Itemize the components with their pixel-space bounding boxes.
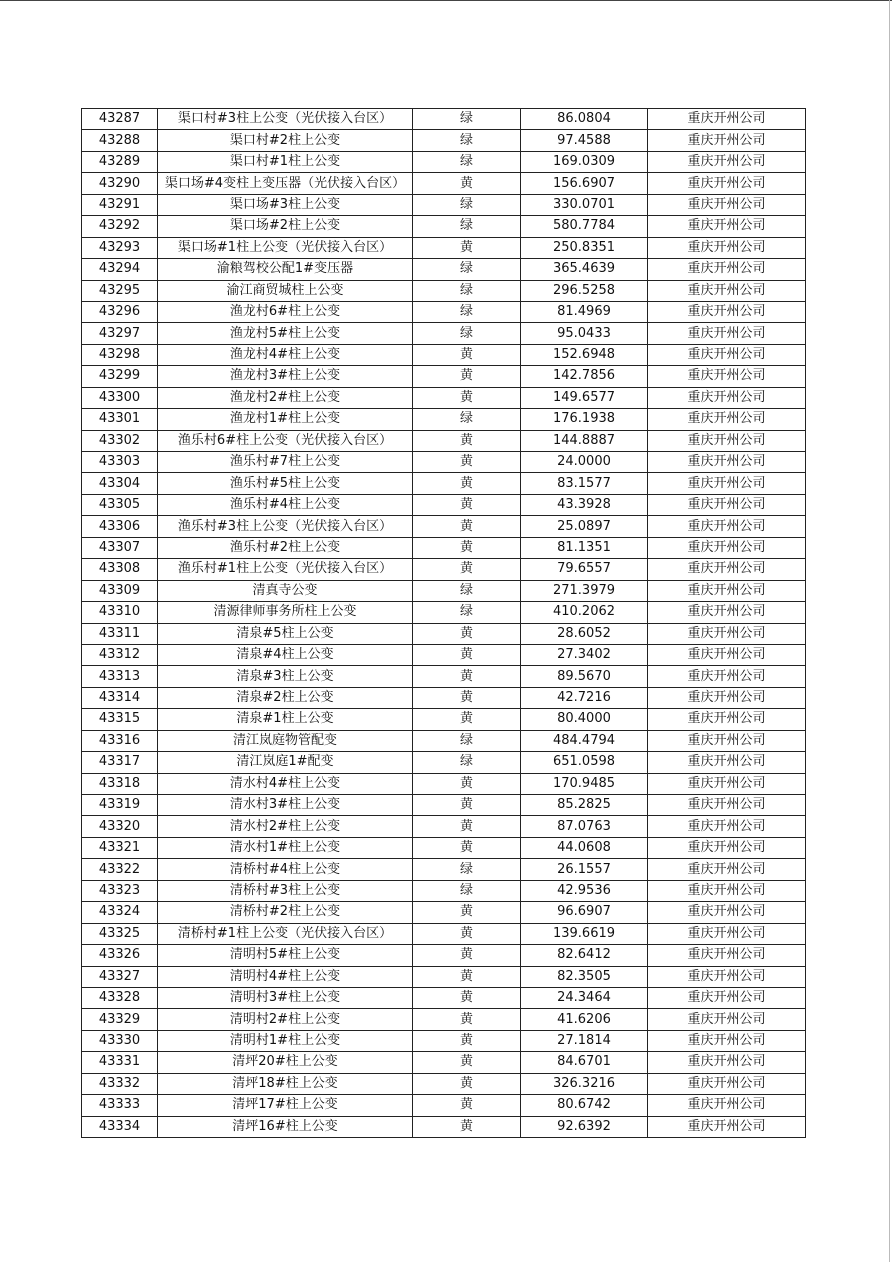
row-id-cell: 43330 <box>82 1030 158 1051</box>
status-level-cell: 黄 <box>413 559 521 580</box>
table-row <box>82 409 806 430</box>
table-row <box>82 859 806 880</box>
table-row <box>82 902 806 923</box>
transformer-name-cell: 清真寺公变 <box>158 580 413 601</box>
value-cell: 330.0701 <box>521 194 648 215</box>
table-row <box>82 837 806 858</box>
transformer-name-cell: 清水村4#柱上公变 <box>158 773 413 794</box>
status-level-cell: 绿 <box>413 151 521 172</box>
transformer-name-cell: 清江岚庭物管配变 <box>158 730 413 751</box>
status-level-cell: 黄 <box>413 945 521 966</box>
company-cell: 重庆开州公司 <box>648 559 806 580</box>
company-cell: 重庆开州公司 <box>648 1030 806 1051</box>
company-cell: 重庆开州公司 <box>648 452 806 473</box>
table-row <box>82 516 806 537</box>
company-cell: 重庆开州公司 <box>648 837 806 858</box>
company-cell: 重庆开州公司 <box>648 945 806 966</box>
transformer-name-cell: 清桥村#2柱上公变 <box>158 902 413 923</box>
transformer-name-cell: 渠口场#4变柱上变压器（光伏接入台区） <box>158 173 413 194</box>
table-row <box>82 559 806 580</box>
row-id-cell: 43309 <box>82 580 158 601</box>
value-cell: 86.0804 <box>521 109 648 130</box>
table-row <box>82 1009 806 1030</box>
status-level-cell: 绿 <box>413 409 521 430</box>
status-level-cell: 黄 <box>413 537 521 558</box>
value-cell: 43.3928 <box>521 494 648 515</box>
value-cell: 44.0608 <box>521 837 648 858</box>
company-cell: 重庆开州公司 <box>648 259 806 280</box>
status-level-cell: 绿 <box>413 109 521 130</box>
row-id-cell: 43322 <box>82 859 158 880</box>
status-level-cell: 黄 <box>413 173 521 194</box>
value-cell: 85.2825 <box>521 795 648 816</box>
company-cell: 重庆开州公司 <box>648 816 806 837</box>
status-level-cell: 绿 <box>413 194 521 215</box>
value-cell: 81.1351 <box>521 537 648 558</box>
transformer-name-cell: 清明村5#柱上公变 <box>158 945 413 966</box>
row-id-cell: 43326 <box>82 945 158 966</box>
status-level-cell: 黄 <box>413 344 521 365</box>
row-id-cell: 43311 <box>82 623 158 644</box>
row-id-cell: 43329 <box>82 1009 158 1030</box>
value-cell: 42.7216 <box>521 687 648 708</box>
table-row <box>82 945 806 966</box>
table-row <box>82 966 806 987</box>
table-row <box>82 709 806 730</box>
table-row <box>82 773 806 794</box>
transformer-name-cell: 清桥村#4柱上公变 <box>158 859 413 880</box>
table-row <box>82 923 806 944</box>
transformer-name-cell: 渔龙村1#柱上公变 <box>158 409 413 430</box>
row-id-cell: 43301 <box>82 409 158 430</box>
table-row <box>82 130 806 151</box>
value-cell: 296.5258 <box>521 280 648 301</box>
company-cell: 重庆开州公司 <box>648 130 806 151</box>
value-cell: 149.6577 <box>521 387 648 408</box>
value-cell: 580.7784 <box>521 216 648 237</box>
row-id-cell: 43302 <box>82 430 158 451</box>
status-level-cell: 绿 <box>413 602 521 623</box>
status-level-cell: 黄 <box>413 1116 521 1137</box>
row-id-cell: 43323 <box>82 880 158 901</box>
value-cell: 156.6907 <box>521 173 648 194</box>
status-level-cell: 黄 <box>413 709 521 730</box>
value-cell: 169.0309 <box>521 151 648 172</box>
status-level-cell: 黄 <box>413 430 521 451</box>
row-id-cell: 43292 <box>82 216 158 237</box>
status-level-cell: 黄 <box>413 1030 521 1051</box>
value-cell: 42.9536 <box>521 880 648 901</box>
status-level-cell: 绿 <box>413 280 521 301</box>
value-cell: 80.6742 <box>521 1095 648 1116</box>
company-cell: 重庆开州公司 <box>648 666 806 687</box>
company-cell: 重庆开州公司 <box>648 623 806 644</box>
table-row <box>82 301 806 322</box>
table-row <box>82 109 806 130</box>
row-id-cell: 43312 <box>82 644 158 665</box>
company-cell: 重庆开州公司 <box>648 151 806 172</box>
transformer-name-cell: 清源律师事务所柱上公变 <box>158 602 413 623</box>
transformer-name-cell: 渔乐村#2柱上公变 <box>158 537 413 558</box>
company-cell: 重庆开州公司 <box>648 473 806 494</box>
transformer-name-cell: 渔乐村#1柱上公变（光伏接入台区） <box>158 559 413 580</box>
company-cell: 重庆开州公司 <box>648 109 806 130</box>
table-row <box>82 366 806 387</box>
row-id-cell: 43332 <box>82 1073 158 1094</box>
status-level-cell: 黄 <box>413 1009 521 1030</box>
company-cell: 重庆开州公司 <box>648 644 806 665</box>
table-row <box>82 644 806 665</box>
row-id-cell: 43327 <box>82 966 158 987</box>
table-row <box>82 173 806 194</box>
value-cell: 25.0897 <box>521 516 648 537</box>
table-row <box>82 1095 806 1116</box>
row-id-cell: 43319 <box>82 795 158 816</box>
status-level-cell: 绿 <box>413 580 521 601</box>
status-level-cell: 黄 <box>413 452 521 473</box>
table-row <box>82 816 806 837</box>
transformer-name-cell: 渔龙村4#柱上公变 <box>158 344 413 365</box>
row-id-cell: 43314 <box>82 687 158 708</box>
company-cell: 重庆开州公司 <box>648 1073 806 1094</box>
status-level-cell: 黄 <box>413 923 521 944</box>
company-cell: 重庆开州公司 <box>648 1095 806 1116</box>
company-cell: 重庆开州公司 <box>648 730 806 751</box>
status-level-cell: 黄 <box>413 816 521 837</box>
row-id-cell: 43325 <box>82 923 158 944</box>
value-cell: 87.0763 <box>521 816 648 837</box>
company-cell: 重庆开州公司 <box>648 966 806 987</box>
row-id-cell: 43291 <box>82 194 158 215</box>
value-cell: 484.4794 <box>521 730 648 751</box>
value-cell: 80.4000 <box>521 709 648 730</box>
row-id-cell: 43315 <box>82 709 158 730</box>
status-level-cell: 黄 <box>413 773 521 794</box>
row-id-cell: 43320 <box>82 816 158 837</box>
value-cell: 24.0000 <box>521 452 648 473</box>
company-cell: 重庆开州公司 <box>648 323 806 344</box>
transformer-name-cell: 清水村2#柱上公变 <box>158 816 413 837</box>
status-level-cell: 黄 <box>413 623 521 644</box>
value-cell: 41.6206 <box>521 1009 648 1030</box>
table-row <box>82 580 806 601</box>
transformer-name-cell: 渔乐村#4柱上公变 <box>158 494 413 515</box>
status-level-cell: 黄 <box>413 237 521 258</box>
row-id-cell: 43305 <box>82 494 158 515</box>
table-row <box>82 473 806 494</box>
row-id-cell: 43299 <box>82 366 158 387</box>
status-level-cell: 绿 <box>413 880 521 901</box>
row-id-cell: 43287 <box>82 109 158 130</box>
company-cell: 重庆开州公司 <box>648 709 806 730</box>
value-cell: 651.0598 <box>521 752 648 773</box>
transformer-name-cell: 渠口场#2柱上公变 <box>158 216 413 237</box>
row-id-cell: 43306 <box>82 516 158 537</box>
row-id-cell: 43288 <box>82 130 158 151</box>
row-id-cell: 43298 <box>82 344 158 365</box>
transformer-table <box>81 108 806 1138</box>
company-cell: 重庆开州公司 <box>648 687 806 708</box>
company-cell: 重庆开州公司 <box>648 409 806 430</box>
table-row <box>82 280 806 301</box>
row-id-cell: 43310 <box>82 602 158 623</box>
status-level-cell: 黄 <box>413 366 521 387</box>
value-cell: 28.6052 <box>521 623 648 644</box>
transformer-name-cell: 渝粮驾校公配1#变压器 <box>158 259 413 280</box>
company-cell: 重庆开州公司 <box>648 516 806 537</box>
company-cell: 重庆开州公司 <box>648 923 806 944</box>
table-row <box>82 666 806 687</box>
table-row <box>82 1030 806 1051</box>
table-row <box>82 1116 806 1137</box>
value-cell: 82.3505 <box>521 966 648 987</box>
company-cell: 重庆开州公司 <box>648 795 806 816</box>
value-cell: 142.7856 <box>521 366 648 387</box>
value-cell: 92.6392 <box>521 1116 648 1137</box>
status-level-cell: 黄 <box>413 837 521 858</box>
transformer-name-cell: 清明村2#柱上公变 <box>158 1009 413 1030</box>
value-cell: 83.1577 <box>521 473 648 494</box>
company-cell: 重庆开州公司 <box>648 902 806 923</box>
table-body <box>82 109 806 1138</box>
transformer-name-cell: 渔乐村#5柱上公变 <box>158 473 413 494</box>
transformer-name-cell: 清桥村#3柱上公变 <box>158 880 413 901</box>
value-cell: 84.6701 <box>521 1052 648 1073</box>
company-cell: 重庆开州公司 <box>648 1052 806 1073</box>
table-row <box>82 752 806 773</box>
transformer-name-cell: 清明村1#柱上公变 <box>158 1030 413 1051</box>
value-cell: 144.8887 <box>521 430 648 451</box>
table-row <box>82 387 806 408</box>
status-level-cell: 黄 <box>413 644 521 665</box>
transformer-name-cell: 渠口村#1柱上公变 <box>158 151 413 172</box>
transformer-name-cell: 清明村4#柱上公变 <box>158 966 413 987</box>
company-cell: 重庆开州公司 <box>648 280 806 301</box>
row-id-cell: 43324 <box>82 902 158 923</box>
table-row <box>82 623 806 644</box>
transformer-name-cell: 渠口村#2柱上公变 <box>158 130 413 151</box>
company-cell: 重庆开州公司 <box>648 344 806 365</box>
table-row <box>82 1052 806 1073</box>
value-cell: 79.6557 <box>521 559 648 580</box>
row-id-cell: 43313 <box>82 666 158 687</box>
row-id-cell: 43333 <box>82 1095 158 1116</box>
table-row <box>82 237 806 258</box>
row-id-cell: 43295 <box>82 280 158 301</box>
status-level-cell: 绿 <box>413 323 521 344</box>
value-cell: 365.4639 <box>521 259 648 280</box>
row-id-cell: 43294 <box>82 259 158 280</box>
transformer-name-cell: 渔乐村#7柱上公变 <box>158 452 413 473</box>
row-id-cell: 43289 <box>82 151 158 172</box>
company-cell: 重庆开州公司 <box>648 537 806 558</box>
company-cell: 重庆开州公司 <box>648 752 806 773</box>
table-row <box>82 537 806 558</box>
status-level-cell: 黄 <box>413 1052 521 1073</box>
company-cell: 重庆开州公司 <box>648 1116 806 1137</box>
page-top-border <box>0 0 892 1</box>
transformer-name-cell: 清泉#3柱上公变 <box>158 666 413 687</box>
value-cell: 152.6948 <box>521 344 648 365</box>
transformer-name-cell: 清泉#1柱上公变 <box>158 709 413 730</box>
company-cell: 重庆开州公司 <box>648 237 806 258</box>
table-row <box>82 323 806 344</box>
row-id-cell: 43318 <box>82 773 158 794</box>
status-level-cell: 绿 <box>413 301 521 322</box>
transformer-name-cell: 渠口村#3柱上公变（光伏接入台区） <box>158 109 413 130</box>
status-level-cell: 黄 <box>413 795 521 816</box>
row-id-cell: 43317 <box>82 752 158 773</box>
status-level-cell: 黄 <box>413 387 521 408</box>
table-row <box>82 259 806 280</box>
status-level-cell: 黄 <box>413 902 521 923</box>
value-cell: 95.0433 <box>521 323 648 344</box>
row-id-cell: 43307 <box>82 537 158 558</box>
row-id-cell: 43290 <box>82 173 158 194</box>
transformer-name-cell: 清坪17#柱上公变 <box>158 1095 413 1116</box>
row-id-cell: 43304 <box>82 473 158 494</box>
transformer-name-cell: 清明村3#柱上公变 <box>158 987 413 1008</box>
table-row <box>82 687 806 708</box>
status-level-cell: 黄 <box>413 687 521 708</box>
row-id-cell: 43334 <box>82 1116 158 1137</box>
company-cell: 重庆开州公司 <box>648 366 806 387</box>
table-row <box>82 194 806 215</box>
company-cell: 重庆开州公司 <box>648 173 806 194</box>
value-cell: 139.6619 <box>521 923 648 944</box>
company-cell: 重庆开州公司 <box>648 301 806 322</box>
status-level-cell: 绿 <box>413 130 521 151</box>
value-cell: 250.8351 <box>521 237 648 258</box>
status-level-cell: 绿 <box>413 752 521 773</box>
value-cell: 97.4588 <box>521 130 648 151</box>
status-level-cell: 黄 <box>413 494 521 515</box>
transformer-name-cell: 清坪20#柱上公变 <box>158 1052 413 1073</box>
status-level-cell: 黄 <box>413 516 521 537</box>
table-row <box>82 602 806 623</box>
transformer-name-cell: 渔乐村#3柱上公变（光伏接入台区） <box>158 516 413 537</box>
value-cell: 89.5670 <box>521 666 648 687</box>
company-cell: 重庆开州公司 <box>648 387 806 408</box>
row-id-cell: 43316 <box>82 730 158 751</box>
status-level-cell: 黄 <box>413 966 521 987</box>
status-level-cell: 绿 <box>413 730 521 751</box>
status-level-cell: 黄 <box>413 987 521 1008</box>
transformer-name-cell: 渔龙村5#柱上公变 <box>158 323 413 344</box>
row-id-cell: 43331 <box>82 1052 158 1073</box>
transformer-name-cell: 清江岚庭1#配变 <box>158 752 413 773</box>
status-level-cell: 黄 <box>413 666 521 687</box>
company-cell: 重庆开州公司 <box>648 216 806 237</box>
company-cell: 重庆开州公司 <box>648 602 806 623</box>
table-row <box>82 452 806 473</box>
value-cell: 170.9485 <box>521 773 648 794</box>
page-right-border <box>889 0 890 1262</box>
value-cell: 96.6907 <box>521 902 648 923</box>
table-row <box>82 1073 806 1094</box>
value-cell: 326.3216 <box>521 1073 648 1094</box>
transformer-name-cell: 渔乐村6#柱上公变（光伏接入台区） <box>158 430 413 451</box>
transformer-name-cell: 清坪16#柱上公变 <box>158 1116 413 1137</box>
transformer-name-cell: 清坪18#柱上公变 <box>158 1073 413 1094</box>
row-id-cell: 43328 <box>82 987 158 1008</box>
row-id-cell: 43297 <box>82 323 158 344</box>
status-level-cell: 黄 <box>413 473 521 494</box>
table-row <box>82 344 806 365</box>
company-cell: 重庆开州公司 <box>648 1009 806 1030</box>
value-cell: 27.3402 <box>521 644 648 665</box>
table-row <box>82 430 806 451</box>
status-level-cell: 黄 <box>413 1073 521 1094</box>
status-level-cell: 绿 <box>413 216 521 237</box>
value-cell: 24.3464 <box>521 987 648 1008</box>
row-id-cell: 43308 <box>82 559 158 580</box>
company-cell: 重庆开州公司 <box>648 773 806 794</box>
row-id-cell: 43296 <box>82 301 158 322</box>
company-cell: 重庆开州公司 <box>648 194 806 215</box>
value-cell: 410.2062 <box>521 602 648 623</box>
table-row <box>82 987 806 1008</box>
transformer-name-cell: 渠口场#3柱上公变 <box>158 194 413 215</box>
status-level-cell: 绿 <box>413 859 521 880</box>
table-row <box>82 494 806 515</box>
row-id-cell: 43303 <box>82 452 158 473</box>
transformer-name-cell: 渔龙村3#柱上公变 <box>158 366 413 387</box>
transformer-name-cell: 清水村1#柱上公变 <box>158 837 413 858</box>
value-cell: 176.1938 <box>521 409 648 430</box>
company-cell: 重庆开州公司 <box>648 494 806 515</box>
transformer-name-cell: 渔龙村6#柱上公变 <box>158 301 413 322</box>
company-cell: 重庆开州公司 <box>648 430 806 451</box>
status-level-cell: 绿 <box>413 259 521 280</box>
table-row <box>82 880 806 901</box>
value-cell: 27.1814 <box>521 1030 648 1051</box>
transformer-name-cell: 清水村3#柱上公变 <box>158 795 413 816</box>
transformer-name-cell: 渠口场#1柱上公变（光伏接入台区） <box>158 237 413 258</box>
company-cell: 重庆开州公司 <box>648 987 806 1008</box>
table-row <box>82 795 806 816</box>
value-cell: 271.3979 <box>521 580 648 601</box>
status-level-cell: 黄 <box>413 1095 521 1116</box>
company-cell: 重庆开州公司 <box>648 859 806 880</box>
value-cell: 81.4969 <box>521 301 648 322</box>
value-cell: 26.1557 <box>521 859 648 880</box>
company-cell: 重庆开州公司 <box>648 580 806 601</box>
row-id-cell: 43321 <box>82 837 158 858</box>
table-row <box>82 216 806 237</box>
table-row <box>82 730 806 751</box>
value-cell: 82.6412 <box>521 945 648 966</box>
company-cell: 重庆开州公司 <box>648 880 806 901</box>
transformer-name-cell: 清泉#5柱上公变 <box>158 623 413 644</box>
row-id-cell: 43293 <box>82 237 158 258</box>
row-id-cell: 43300 <box>82 387 158 408</box>
transformer-name-cell: 渔龙村2#柱上公变 <box>158 387 413 408</box>
transformer-name-cell: 渝江商贸城柱上公变 <box>158 280 413 301</box>
table-row <box>82 151 806 172</box>
transformer-name-cell: 清泉#4柱上公变 <box>158 644 413 665</box>
transformer-name-cell: 清泉#2柱上公变 <box>158 687 413 708</box>
transformer-name-cell: 清桥村#1柱上公变（光伏接入台区） <box>158 923 413 944</box>
